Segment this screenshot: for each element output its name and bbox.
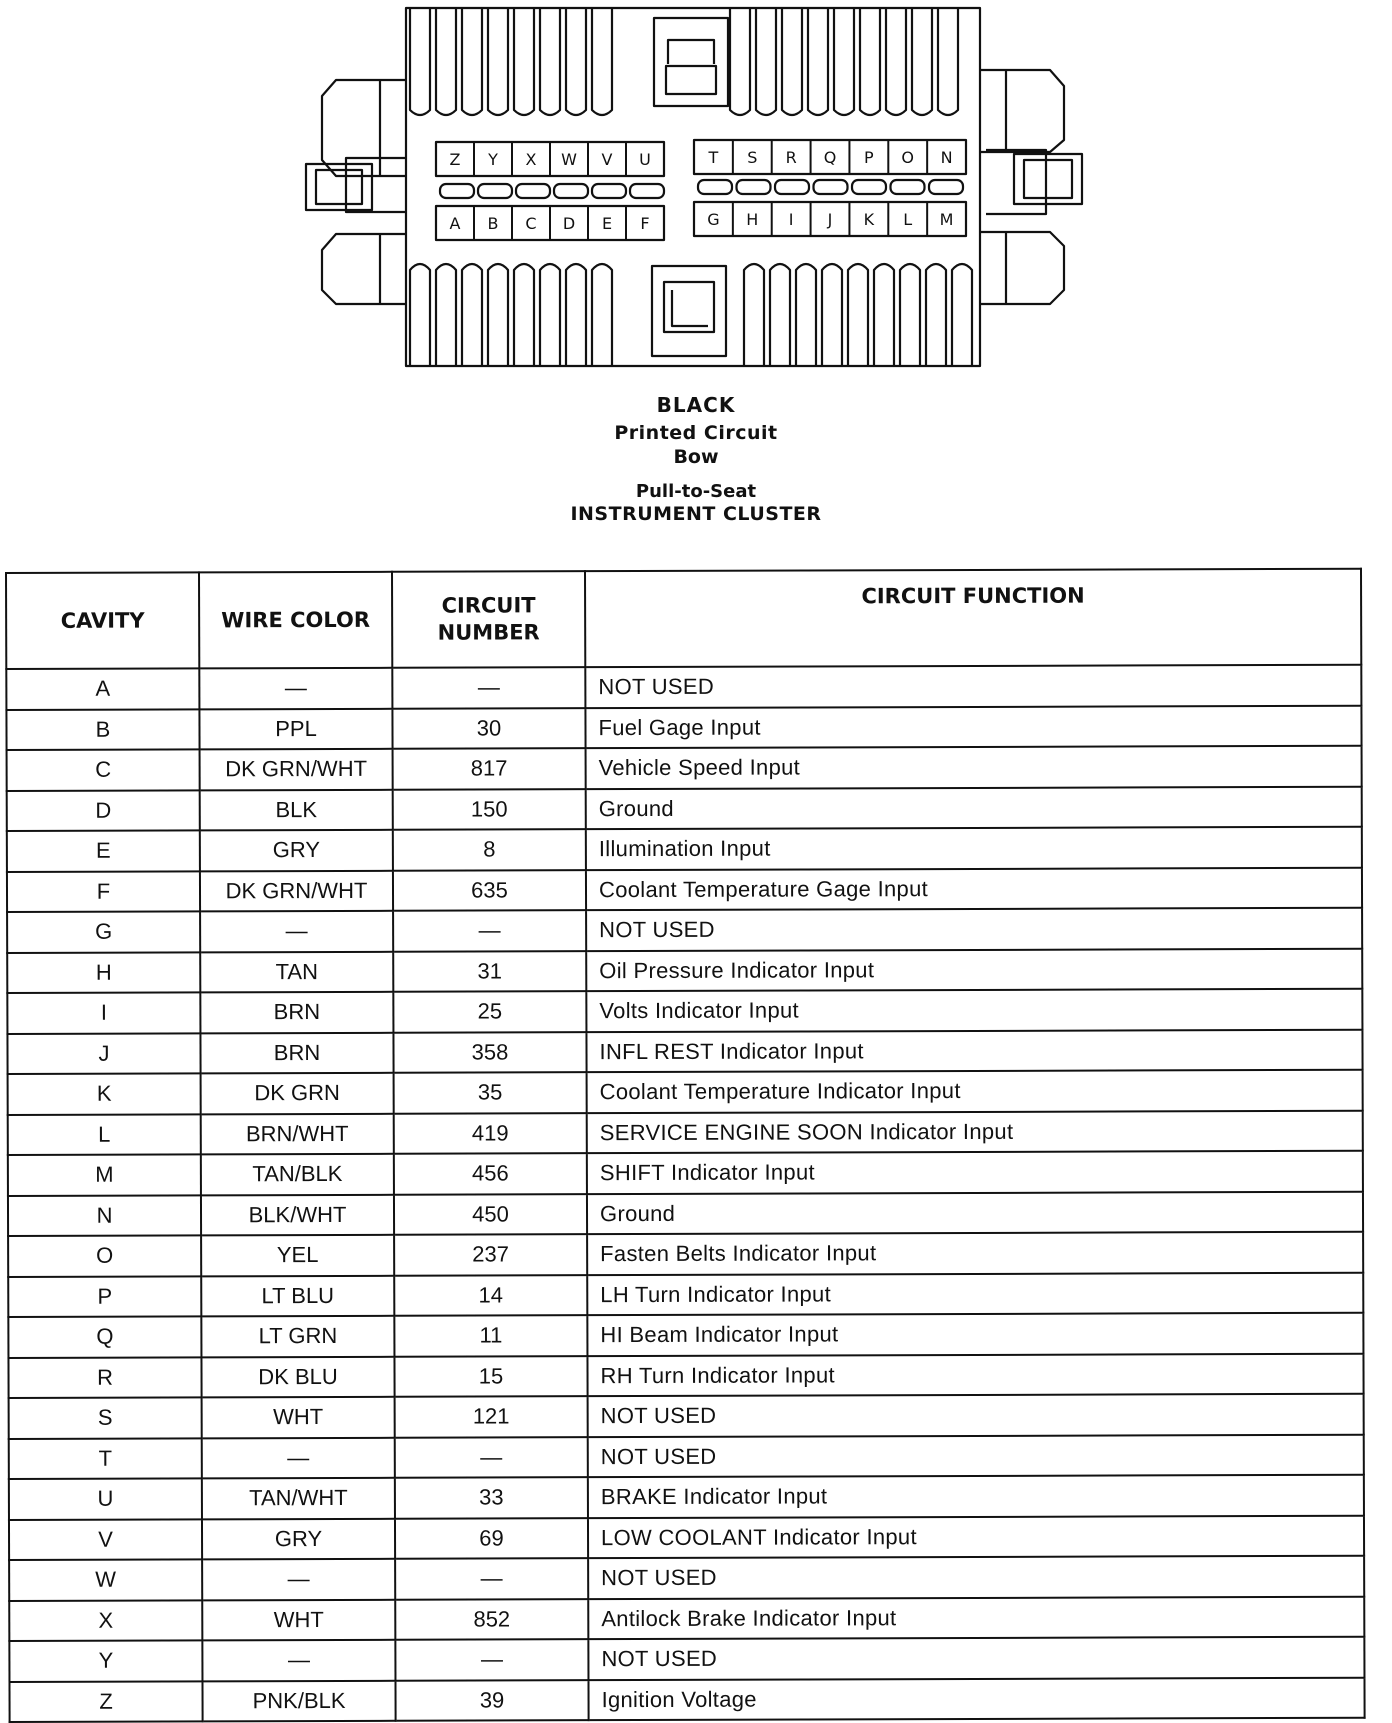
wire-color-cell: TAN/BLK	[201, 1154, 394, 1195]
circuit-number-cell: —	[395, 1437, 588, 1478]
circuit-function-cell: NOT USED	[588, 1637, 1364, 1680]
cavity-cell: Z	[9, 1681, 202, 1722]
cavity-letter-i: I	[788, 210, 794, 229]
circuit-function-cell: Ground	[587, 1191, 1363, 1234]
circuit-function-cell: NOT USED	[588, 1394, 1364, 1437]
top-comb-finger	[834, 8, 854, 115]
cavity-letter-j: J	[827, 210, 833, 229]
left-mount-ear	[306, 80, 406, 304]
terminal-slot	[630, 184, 664, 198]
cavity-cell: Y	[9, 1640, 202, 1681]
wire-color-cell: GRY	[200, 830, 393, 871]
cavity-letter-o: O	[901, 148, 915, 167]
bottom-comb-finger	[952, 264, 972, 366]
table-row	[9, 1637, 1364, 1682]
bottom-comb-finger	[744, 264, 764, 366]
cavity-letter-t: T	[708, 148, 719, 167]
wire-color-cell: —	[202, 1559, 395, 1600]
cavity-cell: H	[7, 952, 200, 993]
cavity-letter-r: R	[785, 148, 797, 167]
circuit-number-cell: —	[395, 1639, 588, 1680]
table-row	[8, 1070, 1363, 1115]
wire-color-header: WIRE COLOR	[199, 572, 392, 669]
cavity-cell: L	[8, 1114, 201, 1155]
bottom-comb-finger	[540, 264, 560, 366]
circuit-function-header: CIRCUIT FUNCTION	[585, 569, 1361, 667]
cavity-letter-h: H	[746, 210, 759, 229]
cavity-letter-m: M	[939, 210, 954, 229]
wire-color-cell: DK GRN	[201, 1073, 394, 1114]
circuit-number-cell: 11	[394, 1315, 587, 1356]
circuit-function-cell: SHIFT Indicator Input	[587, 1151, 1363, 1194]
terminal-slot	[852, 180, 886, 194]
circuit-number-cell: 30	[392, 708, 585, 749]
cavity-letter-d: D	[562, 214, 576, 233]
bottom-comb-finger	[770, 264, 790, 366]
top-comb-finger	[912, 8, 932, 115]
terminal-slot	[516, 184, 550, 198]
cavity-letter-n: N	[940, 148, 953, 167]
bottom-comb-finger	[436, 264, 456, 366]
cavity-cell: O	[8, 1235, 201, 1276]
circuit-number-cell: 35	[394, 1072, 587, 1113]
circuit-function-cell: Antilock Brake Indicator Input	[588, 1596, 1364, 1639]
cavity-letter-s: S	[747, 148, 758, 167]
terminal-slot	[737, 180, 771, 194]
bottom-comb-finger	[796, 264, 816, 366]
left-terminal-slots	[440, 184, 664, 198]
cavity-letter-x: X	[525, 150, 537, 169]
wire-color-cell: WHT	[202, 1599, 395, 1640]
wire-color-cell: TAN/WHT	[202, 1478, 395, 1519]
wire-color-cell: —	[199, 668, 392, 709]
bottom-comb-finger	[848, 264, 868, 366]
top-comb-finger	[436, 8, 456, 115]
cavity-cell: W	[9, 1559, 202, 1600]
right-mount-ear	[980, 70, 1082, 304]
circuit-function-cell: INFL REST Indicator Input	[586, 1029, 1362, 1072]
bottom-comb-finger	[900, 264, 920, 366]
circuit-function-cell: RH Turn Indicator Input	[587, 1353, 1363, 1396]
table-row	[8, 1313, 1363, 1358]
table-row	[8, 1272, 1363, 1317]
circuit-function-cell: Vehicle Speed Input	[586, 746, 1362, 789]
cavity-cell: K	[8, 1073, 201, 1114]
cavity-cell: N	[8, 1195, 201, 1236]
right-terminal-slots	[698, 180, 963, 194]
table-row	[7, 867, 1362, 912]
cavity-cell: D	[7, 790, 200, 831]
connector-type-caption-2: Bow	[673, 446, 719, 468]
cavity-letter-k: K	[863, 210, 875, 229]
terminal-slot	[440, 184, 474, 198]
wire-color-cell: LT GRN	[201, 1316, 394, 1357]
circuit-function-cell: NOT USED	[588, 1434, 1364, 1477]
circuit-number-cell: 852	[395, 1599, 588, 1640]
top-comb	[410, 8, 958, 115]
top-comb-finger	[462, 8, 482, 115]
connector-type-caption: Printed Circuit	[614, 422, 778, 444]
cavity-cell: J	[7, 1033, 200, 1074]
bottom-comb-finger	[874, 264, 894, 366]
table-row	[9, 1434, 1364, 1479]
wire-color-cell: BRN	[200, 992, 393, 1033]
table-row	[7, 827, 1362, 872]
cavity-cell: P	[8, 1276, 201, 1317]
table-row	[7, 1029, 1362, 1074]
table-row	[7, 746, 1362, 791]
table-row	[6, 665, 1361, 710]
wire-color-cell: DK GRN/WHT	[200, 870, 393, 911]
circuit-number-cell: 121	[395, 1396, 588, 1437]
top-comb-finger	[730, 8, 750, 115]
top-comb-finger	[540, 8, 560, 115]
circuit-function-cell: LH Turn Indicator Input	[587, 1272, 1363, 1315]
cavity-letter-l: L	[903, 210, 913, 229]
table-row	[8, 1353, 1363, 1398]
wire-color-cell: GRY	[202, 1518, 395, 1559]
top-comb-finger	[410, 8, 430, 115]
top-comb-finger	[886, 8, 906, 115]
bottom-comb-finger	[822, 264, 842, 366]
circuit-number-cell: 39	[395, 1680, 588, 1721]
connector-diagram	[0, 0, 1392, 560]
wire-color-cell: DK BLU	[201, 1356, 394, 1397]
circuit-number-cell: 237	[394, 1234, 587, 1275]
circuit-function-cell: Coolant Temperature Gage Input	[586, 867, 1362, 910]
cavity-letter-g: G	[707, 210, 720, 229]
circuit-function-cell: Fuel Gage Input	[585, 705, 1361, 748]
circuit-number-cell: 31	[393, 951, 586, 992]
bottom-comb-finger	[926, 264, 946, 366]
wire-color-cell: TAN	[200, 951, 393, 992]
cavity-letter-v: V	[601, 150, 613, 169]
cavity-cell: T	[9, 1438, 202, 1479]
cavity-cell: M	[8, 1154, 201, 1195]
bottom-center-latch	[652, 266, 726, 356]
table-row	[9, 1677, 1364, 1722]
circuit-number-cell: 69	[395, 1518, 588, 1559]
bottom-comb-finger	[488, 264, 508, 366]
cavity-cell: V	[9, 1519, 202, 1560]
cavity-cell: B	[6, 709, 199, 750]
circuit-number-cell: 450	[394, 1194, 587, 1235]
circuit-function-cell: HI Beam Indicator Input	[587, 1313, 1363, 1356]
wire-color-cell: LT BLU	[201, 1275, 394, 1316]
top-comb-finger	[756, 8, 776, 115]
table-row	[9, 1556, 1364, 1601]
cavity-cell: U	[9, 1478, 202, 1519]
table-row	[8, 1232, 1363, 1277]
cavity-cell: S	[9, 1397, 202, 1438]
cavity-letter-y: Y	[488, 150, 498, 169]
wire-color-cell: DK GRN/WHT	[200, 749, 393, 790]
cavity-letter-q: Q	[823, 148, 837, 167]
circuit-number-header	[392, 571, 585, 668]
cavity-cell: G	[7, 911, 200, 952]
circuit-function-cell: NOT USED	[585, 665, 1361, 708]
circuit-number-cell: —	[393, 910, 586, 951]
table-row	[7, 908, 1362, 953]
top-comb-finger	[592, 8, 612, 115]
circuit-function-cell: Oil Pressure Indicator Input	[586, 948, 1362, 991]
cavity-letter-c: C	[525, 214, 537, 233]
circuit-function-cell: SERVICE ENGINE SOON Indicator Input	[587, 1110, 1363, 1153]
top-comb-finger	[782, 8, 802, 115]
cavity-cell: X	[9, 1600, 202, 1641]
table-row	[7, 989, 1362, 1034]
bottom-comb-finger	[462, 264, 482, 366]
circuit-number-cell: —	[395, 1558, 588, 1599]
table-row	[9, 1596, 1364, 1641]
terminal-slot	[698, 180, 732, 194]
circuit-number-cell: 419	[394, 1113, 587, 1154]
cavity-cell: E	[7, 830, 200, 871]
wire-color-cell: BRN/WHT	[201, 1113, 394, 1154]
top-comb-finger	[488, 8, 508, 115]
wire-color-cell: PNK/BLK	[202, 1680, 395, 1721]
pinout-table-body	[6, 665, 1364, 1722]
cavity-cell: I	[7, 992, 200, 1033]
wire-color-cell: PPL	[199, 708, 392, 749]
table-row	[8, 1191, 1363, 1236]
terminal-slot	[929, 180, 963, 194]
circuit-number-cell: 456	[394, 1153, 587, 1194]
top-center-latch	[654, 18, 728, 106]
bottom-comb	[410, 264, 972, 366]
circuit-function-cell: BRAKE Indicator Input	[588, 1475, 1364, 1518]
terminal-slot	[775, 180, 809, 194]
wire-color-cell: BRN	[200, 1032, 393, 1073]
cavity-letter-z: Z	[449, 150, 461, 169]
circuit-number-cell: 817	[393, 748, 586, 789]
circuit-number-header-line1: CIRCUIT	[441, 593, 536, 618]
circuit-number-cell: —	[392, 667, 585, 708]
table-row	[8, 1151, 1363, 1196]
table-row	[7, 786, 1362, 831]
cavity-letter-b: B	[487, 214, 499, 233]
cavity-letter-a: A	[449, 214, 461, 233]
circuit-function-cell: Fasten Belts Indicator Input	[587, 1232, 1363, 1275]
pinout-table	[5, 568, 1366, 1723]
circuit-number-cell: 8	[393, 829, 586, 870]
cavity-cell: Q	[8, 1316, 201, 1357]
terminal-slot	[814, 180, 848, 194]
terminal-slot	[891, 180, 925, 194]
bottom-comb-finger	[514, 264, 534, 366]
cavity-cell: A	[6, 668, 199, 709]
table-header-row	[6, 569, 1361, 669]
circuit-number-cell: 33	[395, 1477, 588, 1518]
wire-color-cell: BLK/WHT	[201, 1194, 394, 1235]
circuit-number-header-line2: NUMBER	[437, 620, 540, 645]
wire-color-cell: BLK	[200, 789, 393, 830]
circuit-function-cell: NOT USED	[588, 1556, 1364, 1599]
terminal-slot	[554, 184, 588, 198]
cavity-letter-f: F	[640, 214, 650, 233]
circuit-function-cell: Illumination Input	[586, 827, 1362, 870]
bottom-comb-finger	[592, 264, 612, 366]
cavity-cell: R	[8, 1357, 201, 1398]
top-comb-finger	[860, 8, 880, 115]
cavity-cell: F	[7, 871, 200, 912]
wire-color-cell: —	[202, 1437, 395, 1478]
cavity-cell: C	[7, 749, 200, 790]
table-row	[9, 1475, 1364, 1520]
circuit-number-cell: 15	[394, 1356, 587, 1397]
top-comb-finger	[938, 8, 958, 115]
circuit-function-cell: LOW COOLANT Indicator Input	[588, 1515, 1364, 1558]
top-comb-finger	[808, 8, 828, 115]
wire-color-cell: YEL	[201, 1235, 394, 1276]
terminal-slot	[592, 184, 626, 198]
table-row	[8, 1110, 1363, 1155]
table-row	[6, 705, 1361, 750]
wire-color-cell: —	[200, 911, 393, 952]
connector-seat-caption: Pull-to-Seat	[635, 481, 757, 502]
table-row	[9, 1394, 1364, 1439]
cavity-letter-u: U	[639, 150, 651, 169]
circuit-number-cell: 25	[393, 991, 586, 1032]
circuit-function-cell: Coolant Temperature Indicator Input	[587, 1070, 1363, 1113]
circuit-number-cell: 635	[393, 870, 586, 911]
circuit-function-cell: Ground	[586, 786, 1362, 829]
top-comb-finger	[514, 8, 534, 115]
terminal-slot	[478, 184, 512, 198]
circuit-function-cell: NOT USED	[586, 908, 1362, 951]
cavity-letter-w: W	[561, 150, 577, 169]
component-caption: INSTRUMENT CLUSTER	[570, 503, 822, 525]
top-comb-finger	[566, 8, 586, 115]
circuit-function-cell: Ignition Voltage	[588, 1677, 1364, 1720]
connector-color-caption: BLACK	[656, 393, 736, 417]
circuit-number-cell: 358	[393, 1032, 586, 1073]
wire-color-cell: —	[202, 1640, 395, 1681]
bottom-comb-finger	[566, 264, 586, 366]
circuit-number-cell: 14	[394, 1275, 587, 1316]
cavity-letter-e: E	[601, 214, 613, 233]
circuit-number-cell: 150	[393, 789, 586, 830]
circuit-function-cell: Volts Indicator Input	[586, 989, 1362, 1032]
bottom-comb-finger	[410, 264, 430, 366]
cavity-header: CAVITY	[6, 572, 199, 669]
wire-color-cell: WHT	[202, 1397, 395, 1438]
table-row	[7, 948, 1362, 993]
table-row	[9, 1515, 1364, 1560]
cavity-letter-p: P	[864, 148, 874, 167]
